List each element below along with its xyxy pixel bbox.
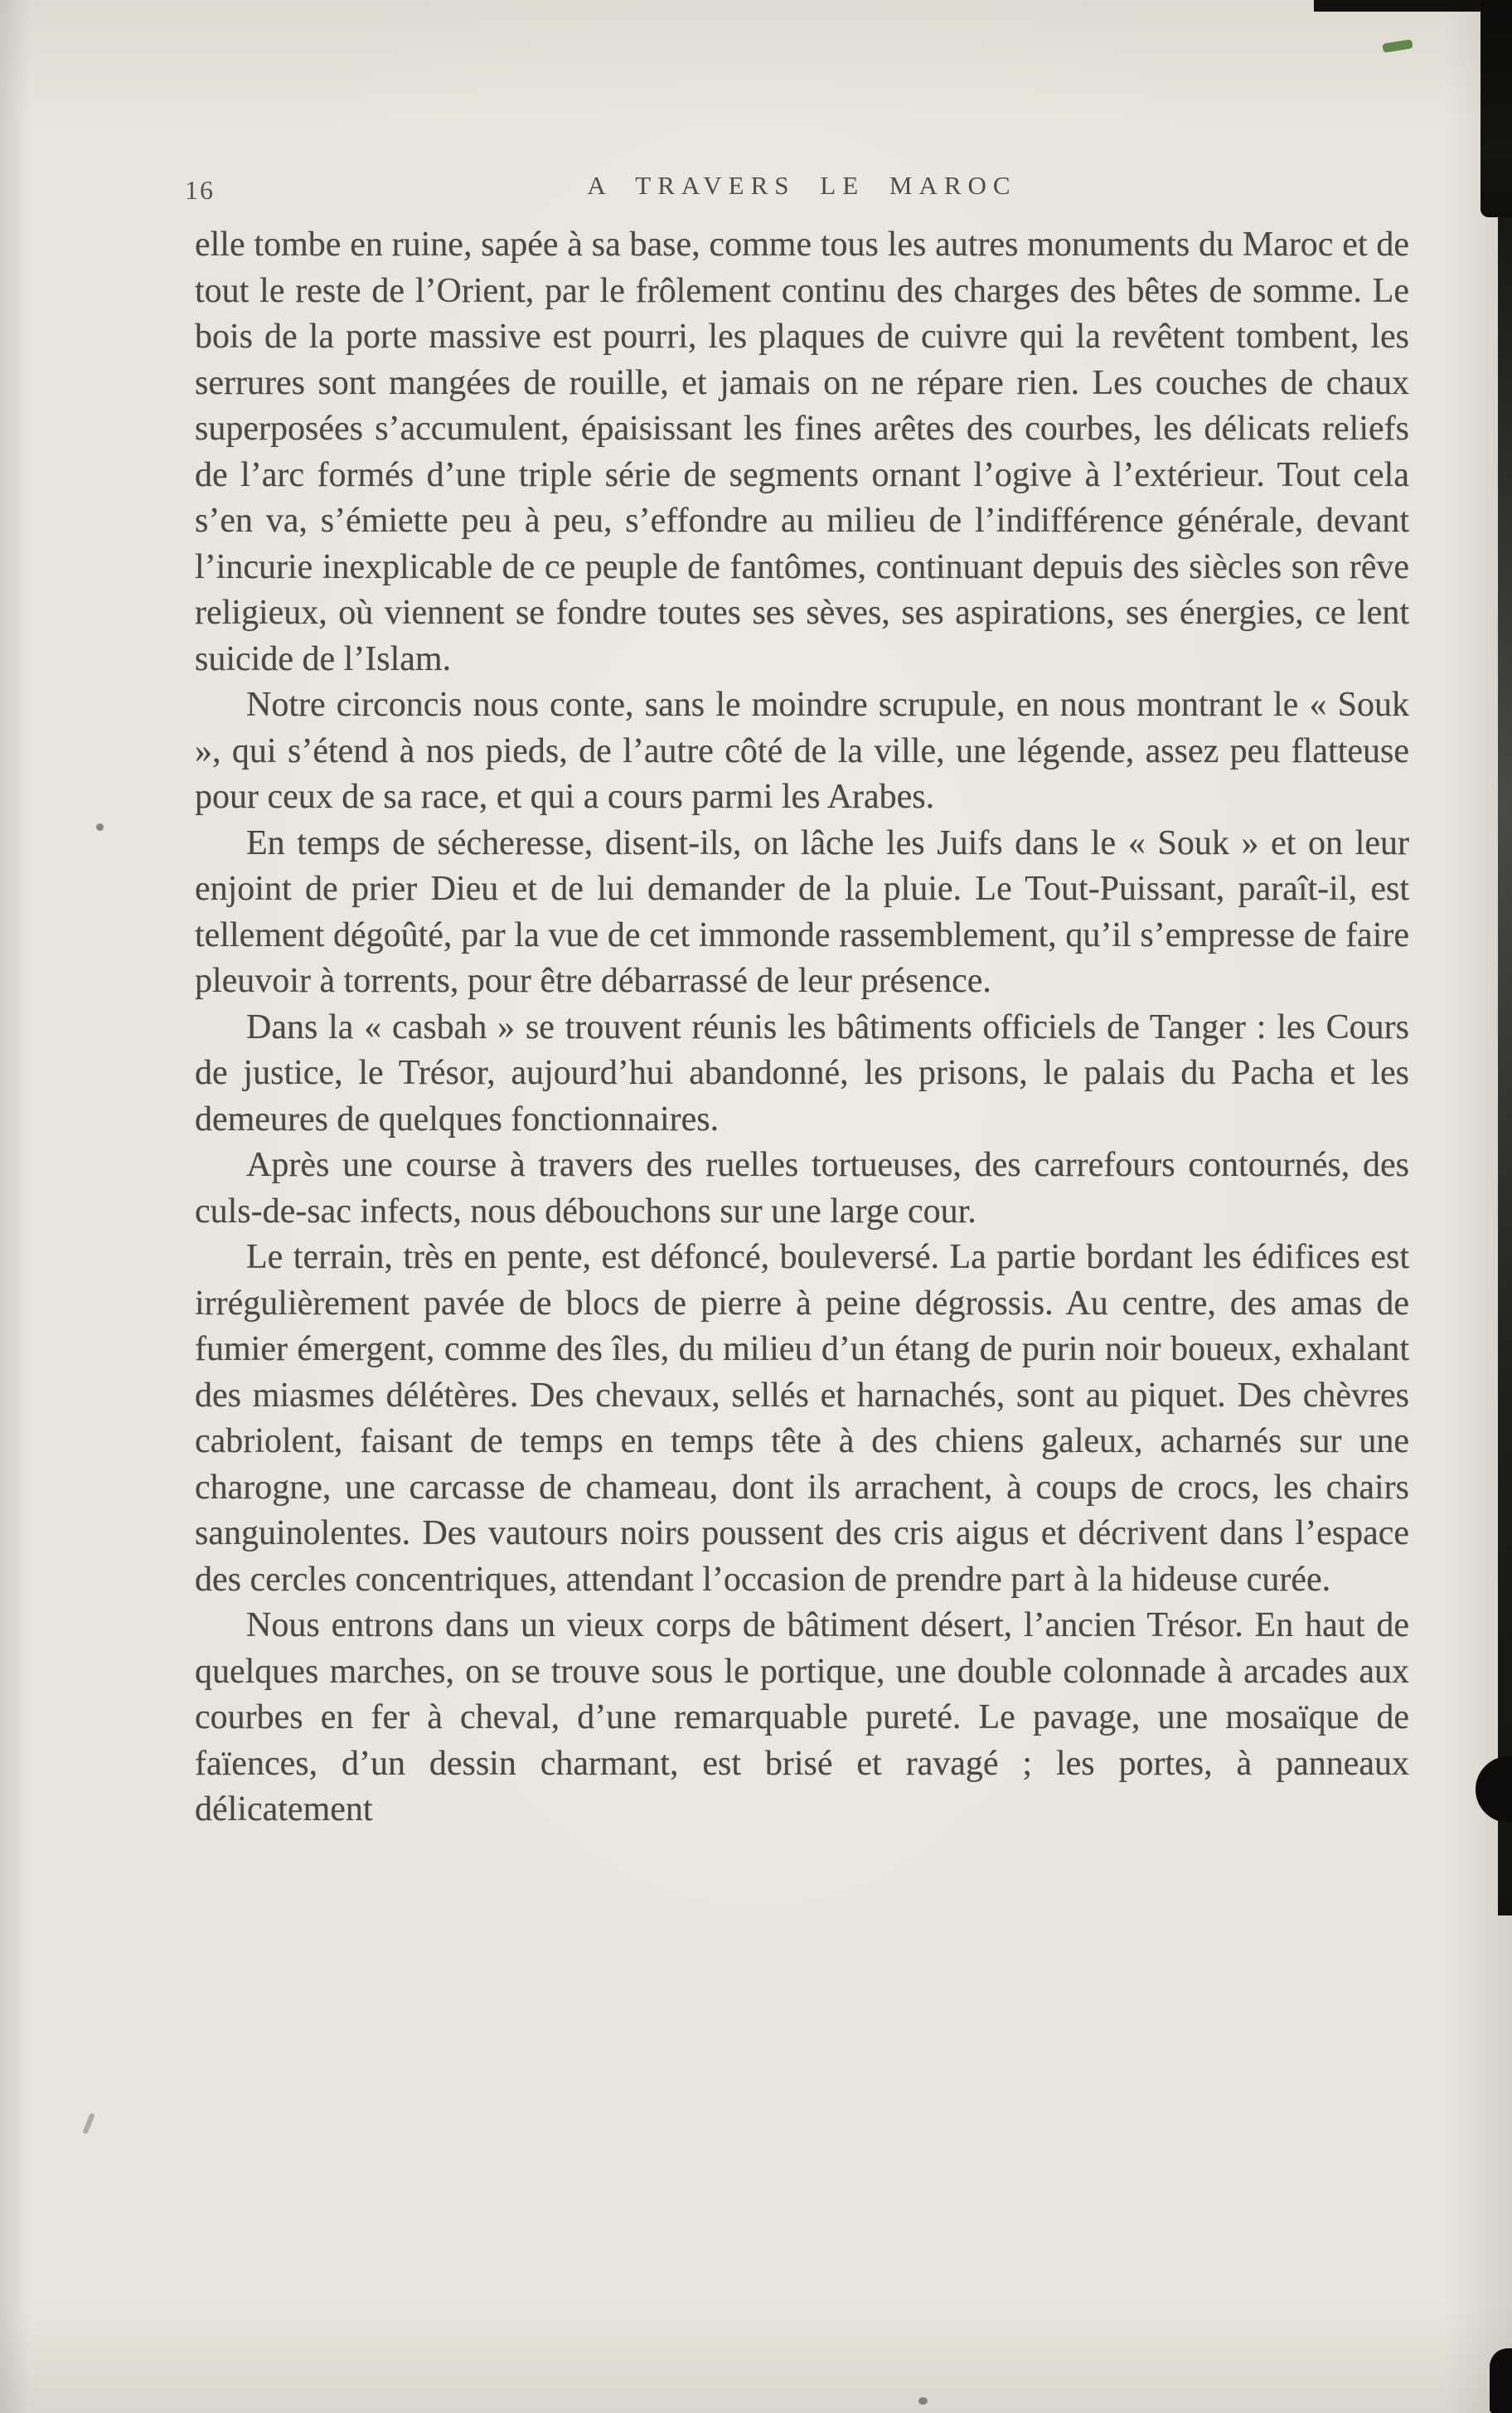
paragraph: Le terrain, très en pente, est défoncé, bouleversé. La partie bordant les édifices est irrégulièrement pavée de blocs de pierre à peine dégrossis. Au centre, des amas de fumier émergent, comme des îles, du milieu d’un étang de purin noir boueux, exhalant des miasmes délétères. Des chevaux, sellés et harnachés, sont au piquet. Des chèvres cabriolent, faisant de temps en temps tête à des chiens galeux, acharnés sur une charogne, une carcasse de chameau, dont ils arrachent, à coups de crocs, les chairs sanguinolentes. Des vautours noirs poussent des cris aigus et décrivent dans l’espace des cercles concentriques, attendant l’occasion de prendre part à la hideuse curée. (195, 1238, 1409, 1599)
paragraph: Après une course à travers des ruelles tortueuses, des carrefours contournés, des culs-de-sac infects, nous débouchons sur une large cour. (195, 1146, 1409, 1231)
paragraph: elle tombe en ruine, sapée à sa base, comme tous les autres monuments du Maroc et de tout le reste de l’Orient, par le frôlement continu des charges des bêtes de somme. Le bois de la porte massive est pourri, les plaques de cuivre qui la revêtent tombent, les serrures sont mangées de rouille, et jamais on ne répare rien. Les couches de chaux superposées s’accumulent, épaisissant les fines arêtes des courbes, les délicats reliefs de l’arc formés d’une triple série de segments ornant l’ogive à l’extérieur. Tout cela s’en va, s’émiette peu à peu, s’effondre au milieu de l’indifférence générale, devant l’incurie inexplicable de ce peuple de fantômes, continuant depuis des siècles son rêve religieux, où viennent se fondre toutes ses sèves, ses aspirations, ses énergies, ce lent suicide de l’Islam. (195, 226, 1409, 678)
scan-speck (918, 2397, 928, 2405)
page-body-text (195, 222, 1409, 1833)
page-number: 16 (185, 175, 215, 205)
paragraph: En temps de sécheresse, disent-ils, on lâche les Juifs dans le « Souk » et on leur enjoint de prier Dieu et de lui demander de la pluie. Le Tout-Puissant, paraît-il, est tellement dégoûté, par la vue de cet immonde rassemblement, qu’il s’empresse de faire pleuvoir à torrents, pour être débarrassé de leur présence. (195, 823, 1409, 1000)
page-header (185, 171, 1409, 205)
scan-speck (96, 823, 104, 831)
paragraph: Notre circoncis nous conte, sans le moindre scrupule, en nous montrant le « Souk », qui s’étend à nos pieds, de l’autre côté de la ville, une légende, assez peu flatteuse pour ceux de sa race, et qui a cours parmi les Arabes. (195, 686, 1409, 816)
scan-artifact-corner-bar (1480, 0, 1512, 217)
scan-speck (82, 2113, 94, 2134)
paragraph: Dans la « casbah » se trouvent réunis les bâtiments officiels de Tanger : les Cours de justice, le Trésor, aujourd’hui abandonné, les prisons, le palais du Pacha et les demeures de quelques fonctionnaires. (195, 1007, 1409, 1139)
scan-artifact-bottom-right (1490, 2348, 1512, 2413)
running-title: A TRAVERS LE MAROC (587, 171, 1017, 200)
paragraph: Nous entrons dans un vieux corps de bâtiment désert, l’ancien Trésor. En haut de quelques marches, on se trouve sous le portique, une double colonnade à arcades aux courbes en fer à cheval, d’une remarquable pureté. Le pavage, une mosaïque de faïences, d’un dessin charmant, est brisé et ravagé ; les portes, à panneaux délicatement (195, 1606, 1409, 1828)
scan-artifact-right-strip (1498, 211, 1512, 1915)
scan-artifact-right-blob (1476, 1756, 1512, 1823)
scan-artifact-green-mark (1382, 39, 1413, 52)
